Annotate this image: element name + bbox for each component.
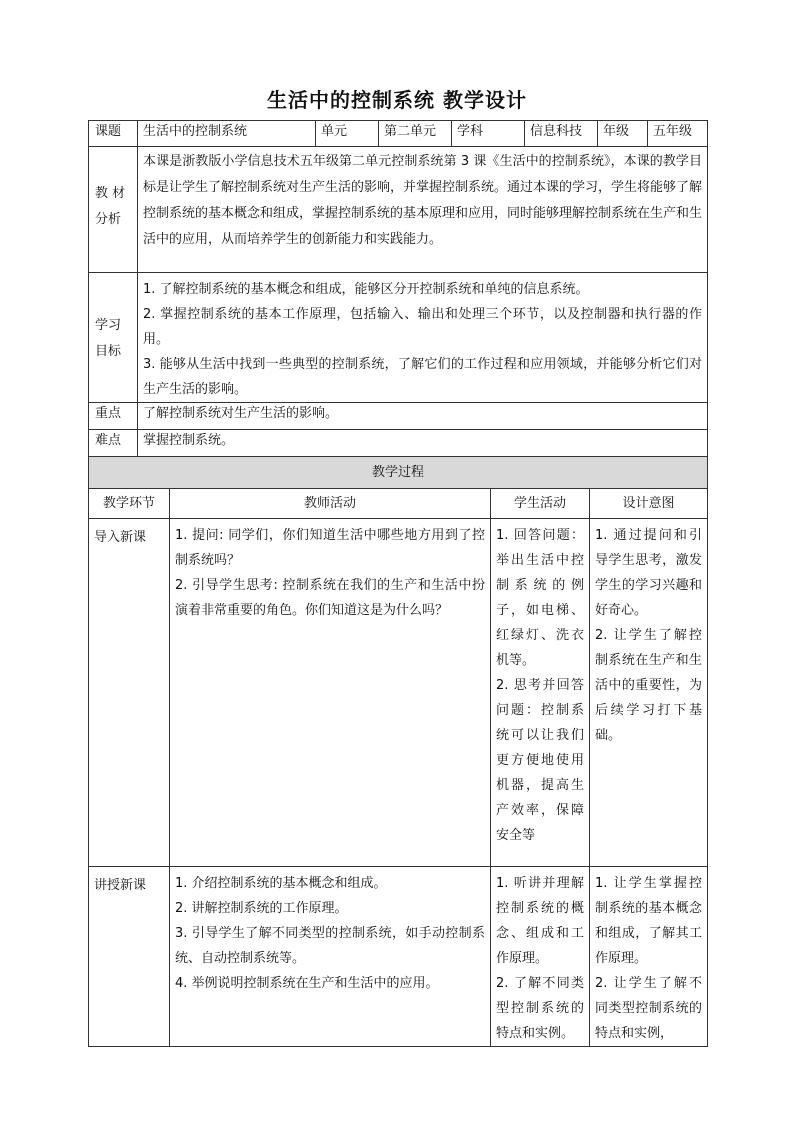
teacher-activity-new-lesson bbox=[170, 867, 491, 1047]
subject-value: 信息科技 bbox=[525, 121, 598, 147]
process-row-new-lesson bbox=[89, 867, 708, 1047]
analysis-label-line1: 教 材 bbox=[95, 186, 126, 201]
analysis-label-line2: 分析 bbox=[95, 212, 122, 227]
lesson-info-table bbox=[88, 120, 708, 457]
teacher-activity-item: 2. 讲解控制系统的工作原理。 bbox=[175, 901, 348, 916]
student-activity-item: 2. 了解不同类型控制系统的特点和实例。 bbox=[496, 976, 584, 1041]
analysis-label bbox=[89, 147, 138, 273]
info-row-key bbox=[89, 403, 708, 430]
key-label: 重点 bbox=[89, 403, 138, 430]
design-intent-item: 1. 通过提问和引导学生思考，激发学生的学习兴趣和好奇心。 bbox=[595, 528, 703, 618]
objectives-label bbox=[89, 273, 138, 403]
process-columns-row bbox=[89, 489, 708, 519]
document-title: 生活中的控制系统 教学设计 bbox=[267, 88, 527, 112]
student-activity-item: 1. 听讲并理解控制系统的概念、组成和工作原理。 bbox=[496, 876, 584, 966]
column-header-intent: 设计意图 bbox=[590, 489, 708, 519]
info-row-analysis bbox=[89, 147, 708, 273]
teacher-activity-item: 2. 引导学生思考: 控制系统在我们的生产和生活中扮演着非常重要的角色。你们知道这是为什么吗？ bbox=[175, 578, 485, 618]
column-header-stage: 教学环节 bbox=[89, 489, 170, 519]
design-intent-intro bbox=[590, 519, 708, 867]
process-row-intro bbox=[89, 519, 708, 867]
objective-item: 2. 掌握控制系统的基本工作原理，包括输入、输出和处理三个环节，以及控制器和执行器的作用。 bbox=[143, 307, 702, 347]
teacher-activity-item: 3. 引导学生了解不同类型的控制系统，如手动控制系统、自动控制系统等。 bbox=[175, 926, 485, 966]
grade-value: 五年级 bbox=[648, 121, 708, 147]
difficulty-text: 掌握控制系统。 bbox=[138, 430, 708, 457]
process-header: 教学过程 bbox=[89, 457, 708, 489]
design-intent-item: 2. 让学生了解不同类型控制系统的特点和实例， bbox=[595, 976, 703, 1041]
teacher-activity-item: 4. 举例说明控制系统在生产和生活中的应用。 bbox=[175, 976, 439, 991]
student-activity-intro bbox=[491, 519, 590, 867]
objective-item: 3. 能够从生活中找到一些典型的控制系统，了解它们的工作过程和应用领域，并能够分析它们对生产生活的影响。 bbox=[143, 357, 702, 397]
objective-item: 1. 了解控制系统的基本概念和组成，能够区分开控制系统和单纯的信息系统。 bbox=[143, 282, 589, 297]
student-activity-new-lesson bbox=[491, 867, 590, 1047]
student-activity-item: 1. 回答问题：举出生活中控制系统的例子，如电梯、红绿灯、洗衣机等。 bbox=[496, 528, 584, 668]
stage-new-lesson: 讲授新课 bbox=[89, 867, 170, 1047]
unit-label: 单元 bbox=[316, 121, 379, 147]
objectives-label-line2: 目标 bbox=[95, 344, 122, 359]
info-row-topic bbox=[89, 121, 708, 147]
column-header-student: 学生活动 bbox=[491, 489, 590, 519]
objectives-label-line1: 学习 bbox=[95, 318, 122, 333]
unit-value: 第二单元 bbox=[379, 121, 452, 147]
process-header-row bbox=[89, 457, 708, 489]
difficulty-label: 难点 bbox=[89, 430, 138, 457]
key-text: 了解控制系统对生产生活的影响。 bbox=[138, 403, 708, 430]
grade-label: 年级 bbox=[598, 121, 648, 147]
teacher-activity-intro bbox=[170, 519, 491, 867]
topic-label: 课题 bbox=[89, 121, 138, 147]
stage-intro: 导入新课 bbox=[89, 519, 170, 867]
column-header-teacher: 教师活动 bbox=[170, 489, 491, 519]
analysis-text: 本课是浙教版小学信息技术五年级第二单元控制系统第 3 课《生活中的控制系统》，本课的教学目标是让学生了解控制系统对生产生活的影响，并掌握控制系统。通过本课的学习，学生将能够了解控制系统的基本概念和组成，掌握控制系统的基本原理和应用，同时能够理解控制系统在生产和生活中的应用，从而培养学生的创新能力和实践能力。 bbox=[138, 147, 708, 273]
student-activity-item: 2. 思考并回答问题：控制系统可以让我们更方便地使用机器，提高生产效率，保障安全等 bbox=[496, 678, 584, 843]
objectives-list bbox=[138, 273, 708, 403]
subject-label: 学科 bbox=[452, 121, 525, 147]
teacher-activity-item: 1. 提问: 同学们，你们知道生活中哪些地方用到了控制系统吗？ bbox=[175, 528, 485, 568]
teaching-process-table bbox=[88, 456, 708, 1047]
design-intent-item: 2. 让学生了解控制系统在生产和生活中的重要性，为后续学习打下基础。 bbox=[595, 628, 703, 743]
teacher-activity-item: 1. 介绍控制系统的基本概念和组成。 bbox=[175, 876, 387, 891]
design-intent-new-lesson bbox=[590, 867, 708, 1047]
info-row-objectives bbox=[89, 273, 708, 403]
info-row-difficulty bbox=[89, 430, 708, 457]
topic-value: 生活中的控制系统 bbox=[138, 121, 316, 147]
design-intent-item: 1. 让学生掌握控制系统的基本概念和组成，了解其工作原理。 bbox=[595, 876, 703, 966]
